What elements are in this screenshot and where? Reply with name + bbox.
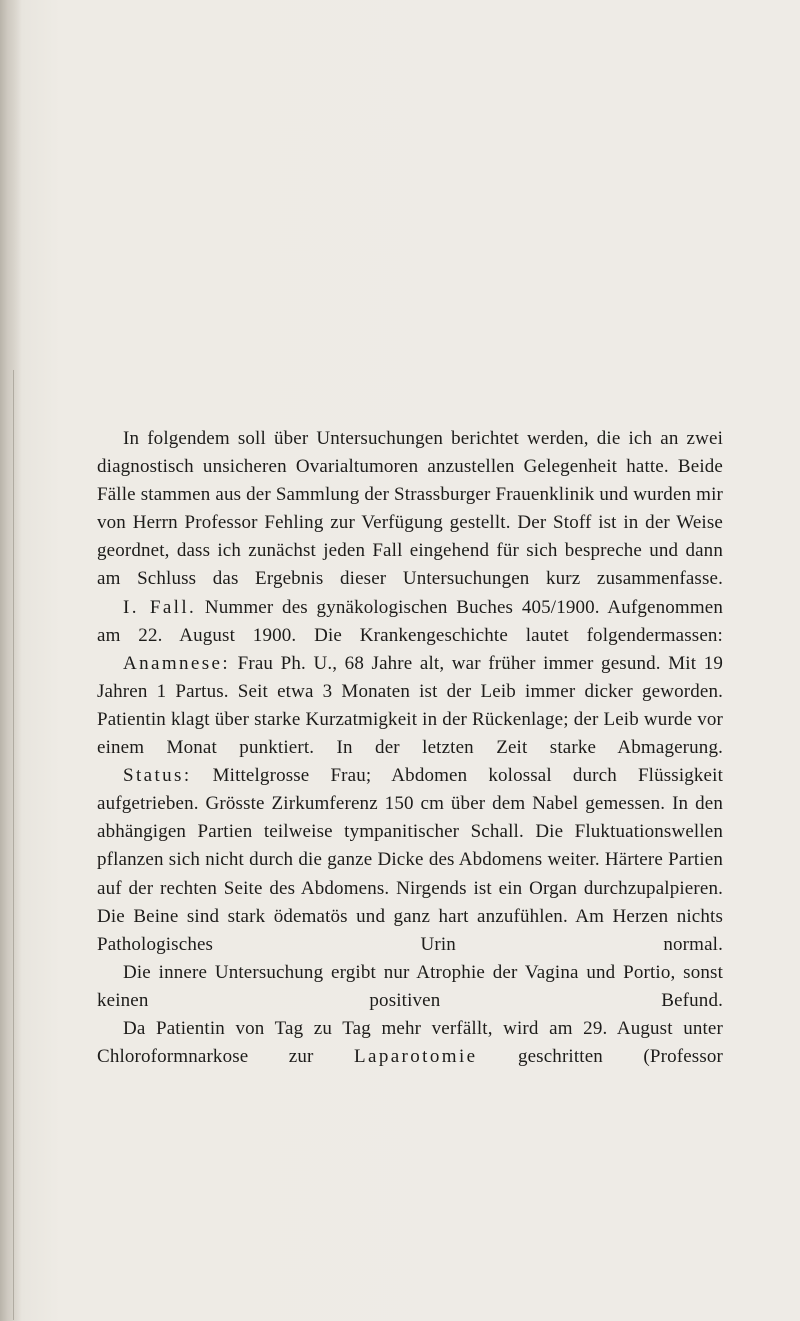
paragraph-innere: [97, 959, 723, 1015]
paragraph-intro: [97, 425, 723, 594]
paragraph-anamnese: [97, 650, 723, 762]
paragraph-verlauf: [97, 1015, 723, 1071]
innere-text: Die innere Untersuchung ergibt nur Atrophie der Vagina und Portio, sonst keinen positiven Befund.: [97, 961, 723, 1011]
paragraph-intro-text: In folgendem soll über Untersuchungen berichtet werden, die ich an zwei diagnostisch unsicheren Ovarialtumoren anzustellen Gelegenheit hatte. Beide Fälle stammen aus der Sammlung der Strassburger Frauenklinik und wurden mir von Herrn Professor Fehling zur Verfügung gestellt. Der Stoff ist in der Weise geordnet, dass ich zunächst jeden Fall eingehend für sich bespreche und dann am Schluss das Ergebnis dieser Untersuchungen kurz zusammenfasse.: [97, 428, 723, 590]
status-text: Mittelgrosse Frau; Abdomen kolossal durch Flüssigkeit aufgetrieben. Grösste Zirkumferenz 150 cm über dem Nabel gemessen. In den abhängigen Partien teilweise tympanitischer Schall. Die Fluktuationswellen pflanzen sich nicht durch die ganze Dicke des Abdomens weiter. Härtere Partien auf der rechten Seite des Abdomens. Nirgends ist ein Organ durchzupalpieren. Die Beine sind stark ödematös und ganz hart anzufühlen. Am Herzen nichts Pathologisches Urin normal.: [97, 765, 723, 955]
anamnese-text: Frau Ph. U., 68 Jahre alt, war früher immer gesund. Mit 19 Jahren 1 Partus. Seit etwa 3 Monaten ist der Leib immer dicker geworden. Patientin klagt über starke Kurzatmigkeit in der Rückenlage; der Leib wurde vor einem Monat punktiert. In der letzten Zeit starke Abmagerung.: [97, 652, 723, 759]
page-binding-edge: [0, 0, 22, 1321]
body-text: [97, 425, 723, 1071]
case-label: I. Fall.: [123, 596, 197, 618]
case-text: Nummer des gynäkologischen Buches 405/1900. Aufgenommen am 22. August 1900. Die Krankengeschichte lautet folgendermassen:: [97, 596, 723, 646]
verlauf-text-after: geschritten (Professor: [517, 1046, 723, 1068]
laparotomie-label: Laparotomie: [353, 1046, 478, 1068]
anamnese-label: Anamnese:: [123, 652, 231, 674]
status-label: Status:: [123, 765, 192, 787]
paragraph-status: [97, 762, 723, 959]
paragraph-case-one: [97, 594, 723, 650]
verlauf-text-before: Da Patientin von Tag zu Tag mehr verfällt, wird am 29. August unter Chloroformnarkose zur: [97, 1017, 723, 1068]
page-binding-shadow-line: [13, 370, 14, 1320]
